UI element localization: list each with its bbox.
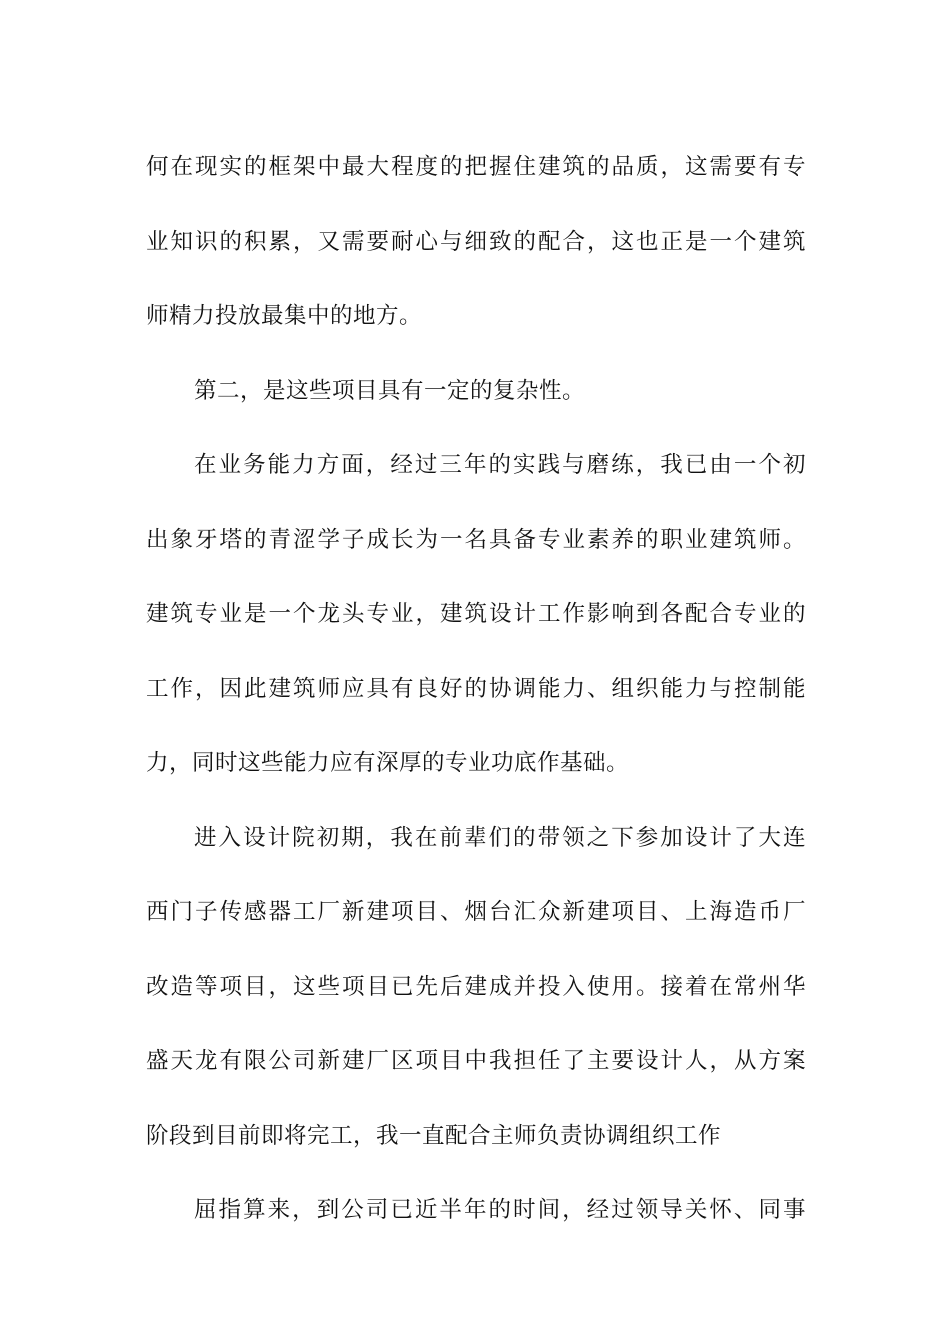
text-line: 第二，是这些项目具有一定的复杂性。: [194, 377, 586, 404]
text-line: 出象牙塔的青涩学子成长为一名具备专业素养的职业建筑师。: [146, 526, 806, 553]
text-line: 何在现实的框架中最大程度的把握住建筑的品质，这需要有专: [146, 154, 806, 180]
text-line: 改造等项目，这些项目已先后建成并投入使用。接着在常州华: [146, 973, 806, 1000]
text-line: 进入设计院初期，我在前辈们的带领之下参加设计了大连: [194, 824, 806, 851]
text-line: 业知识的积累，又需要耐心与细致的配合，这也正是一个建筑: [146, 228, 806, 255]
text-line: 工作，因此建筑师应具有良好的协调能力、组织能力与控制能: [146, 675, 806, 702]
text-line: 盛天龙有限公司新建厂区项目中我担任了主要设计人，从方案: [146, 1048, 806, 1074]
text-line: 屈指算来，到公司已近半年的时间，经过领导关怀、同事: [194, 1197, 806, 1223]
text-line: 师精力投放最集中的地方。: [146, 303, 423, 329]
text-line: 阶段到目前即将完工，我一直配合主师负责协调组织工作: [146, 1122, 722, 1149]
text-line: 建筑专业是一个龙头专业，建筑设计工作影响到各配合专业的: [146, 601, 806, 627]
body-text: [146, 130, 806, 1248]
text-line: 力，同时这些能力应有深厚的专业功底作基础。: [146, 750, 630, 776]
text-line: 西门子传感器工厂新建项目、烟台汇众新建项目、上海造币厂: [146, 899, 806, 925]
text-line: 在业务能力方面，经过三年的实践与磨练，我已由一个初: [194, 452, 806, 478]
